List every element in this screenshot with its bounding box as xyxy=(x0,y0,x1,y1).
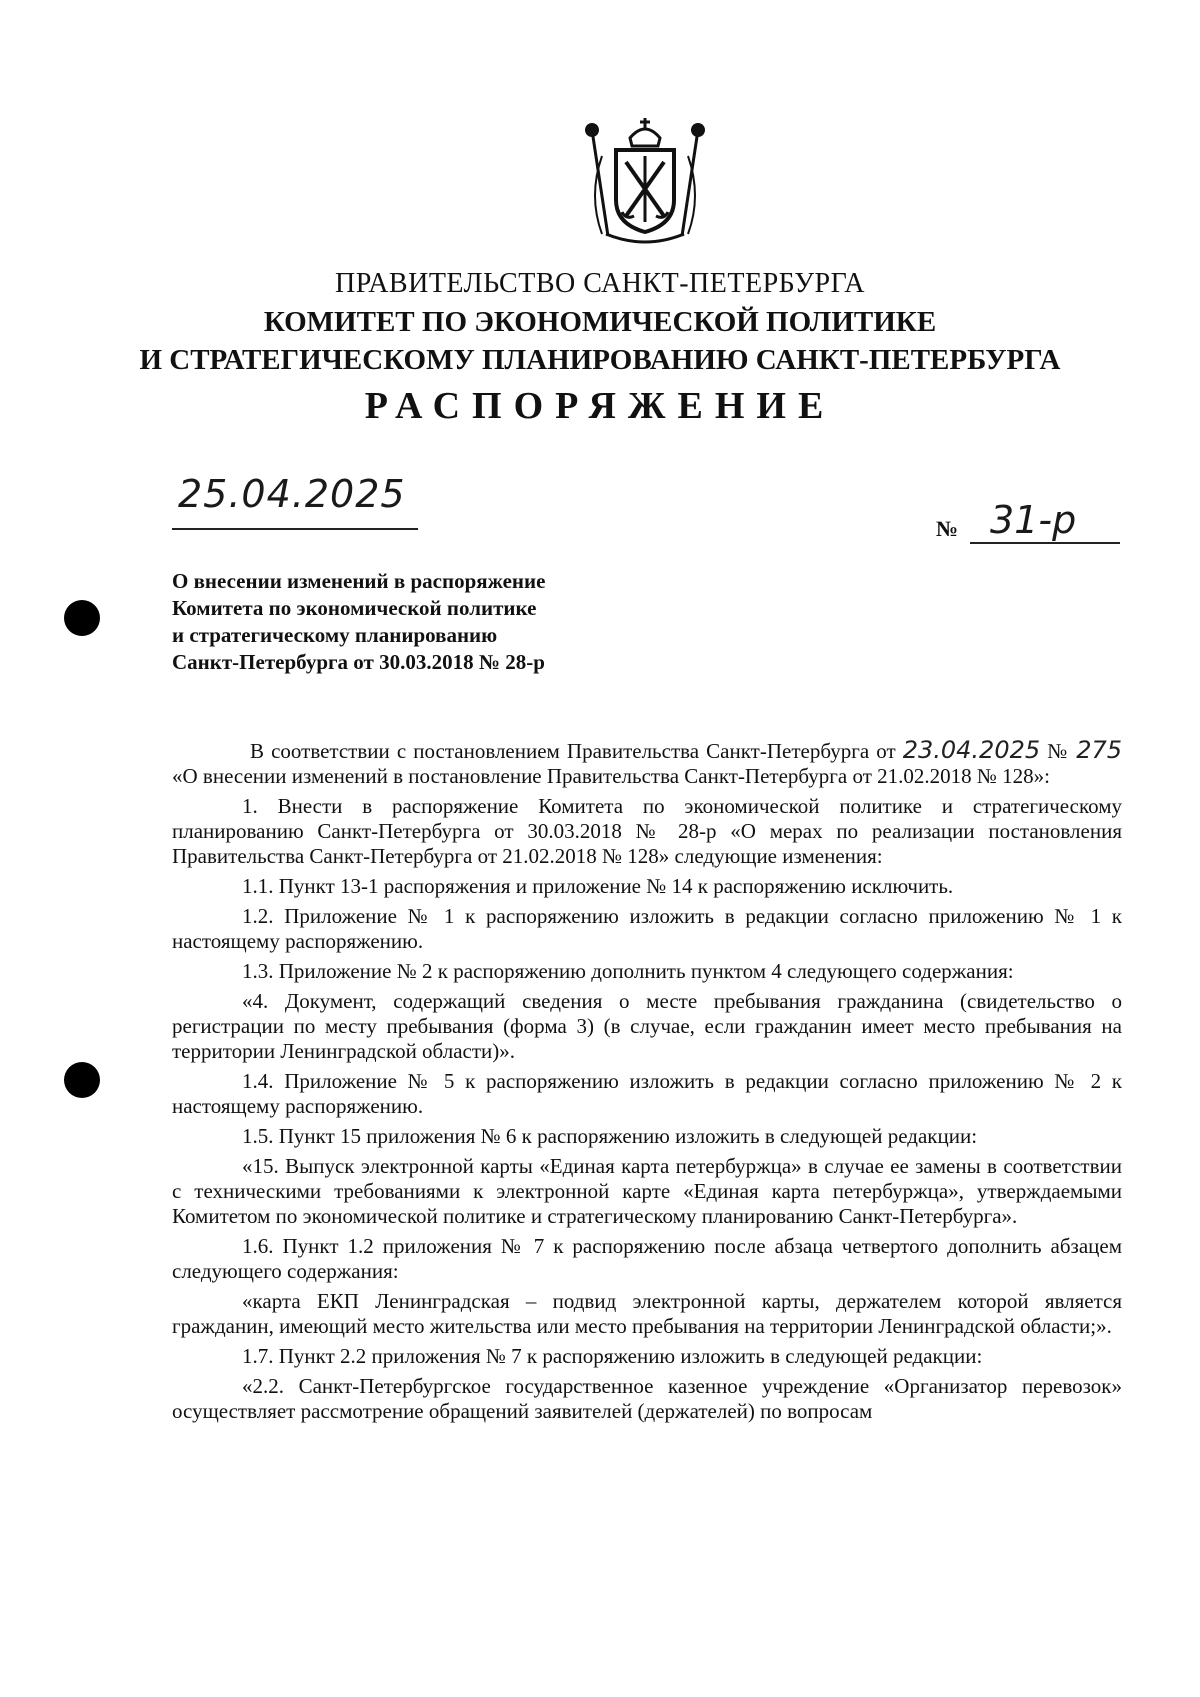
document-number: 31-р xyxy=(990,498,1077,542)
title-line: и стратегическому планированию xyxy=(172,623,498,647)
body-paragraph: «15. Выпуск электронной карты «Единая карта петербуржца» в случае ее замены в соответствии с техническими требованиями к электронной карте «Единая карта петербуржца», утверждаемыми Комитетом по экономической политике и стратегическому планированию Санкт-Петербурга». xyxy=(172,1154,1122,1228)
resolution-date: 23.04.2025 xyxy=(902,736,1041,764)
body-paragraph: «карта ЕКП Ленинградская – подвид электронной карты, держателем которой является гражданин, имеющий место жительства или место пребывания на территории Ленинградской области;». xyxy=(172,1289,1122,1338)
document-title xyxy=(172,568,652,676)
punch-hole xyxy=(64,1062,100,1098)
body-paragraph: 1.4. Приложение № 5 к распоряжению изложить в редакции согласно приложению № 2 к настоящему распоряжению. xyxy=(172,1069,1122,1118)
body-paragraph: «2.2. Санкт-Петербургское государственное казенное учреждение «Организатор перевозок» осуществляет рассмотрение обращений заявителей (держателей) по вопросам xyxy=(172,1374,1122,1423)
committee-heading-line-1: КОМИТЕТ ПО ЭКОНОМИЧЕСКОЙ ПОЛИТИКЕ xyxy=(263,306,937,338)
intro-paragraph xyxy=(172,738,1122,789)
government-heading: ПРАВИТЕЛЬСТВО САНКТ-ПЕТЕРБУРГА xyxy=(335,268,865,299)
body-paragraph: 1.5. Пункт 15 приложения № 6 к распоряжению изложить в следующей редакции: xyxy=(242,1124,978,1148)
title-line: Комитета по экономической политике xyxy=(172,596,537,620)
punch-hole xyxy=(64,600,100,636)
coat-of-arms-emblem xyxy=(578,116,712,246)
intro-number-sign: № xyxy=(1047,739,1070,763)
date-underline xyxy=(172,528,418,530)
body-paragraph: 1.6. Пункт 1.2 приложения № 7 к распоряжению после абзаца четвертого дополнить абзацем следующего содержания: xyxy=(172,1234,1122,1283)
document-type-heading: РАСПОРЯЖЕНИЕ xyxy=(364,385,836,427)
document-date: 25.04.2025 xyxy=(178,472,406,516)
body-paragraph: 1.3. Приложение № 2 к распоряжению дополнить пунктом 4 следующего содержания: xyxy=(242,959,1014,983)
intro-text-after: «О внесении изменений в постановление Правительства Санкт-Петербурга от 21.02.2018 № 128»: xyxy=(172,764,1051,788)
coat-of-arms-icon xyxy=(578,116,712,246)
title-line: О внесении изменений в распоряжение xyxy=(172,569,546,593)
number-underline xyxy=(970,542,1120,544)
resolution-number: 275 xyxy=(1076,736,1123,764)
document-number-field xyxy=(930,498,1120,544)
document-body xyxy=(172,738,1122,1429)
intro-text: В соответствии с постановлением Правительства Санкт-Петербурга от xyxy=(250,739,896,763)
document-date-field xyxy=(172,472,418,532)
number-sign: № xyxy=(936,516,959,541)
body-paragraph: 1.2. Приложение № 1 к распоряжению изложить в редакции согласно приложению № 1 к настоящему распоряжению. xyxy=(172,904,1122,953)
body-paragraph: 1. Внести в распоряжение Комитета по экономической политике и стратегическому планированию Санкт-Петербурга от 30.03.2018 № 28-р «О мерах по реализации постановления Правительства Санкт-Петербурга от 21.02.2018 № 128» следующие изменения: xyxy=(172,794,1122,868)
body-paragraph: «4. Документ, содержащий сведения о месте пребывания гражданина (свидетельство о регистрации по месту пребывания (форма 3) (в случае, если гражданин имеет место пребывания на территории Ленинградской области)». xyxy=(172,989,1122,1063)
body-paragraph: 1.7. Пункт 2.2 приложения № 7 к распоряжению изложить в следующей редакции: xyxy=(242,1344,983,1368)
body-paragraph: 1.1. Пункт 13-1 распоряжения и приложение № 14 к распоряжению исключить. xyxy=(242,874,954,898)
committee-heading-line-2: И СТРАТЕГИЧЕСКОМУ ПЛАНИРОВАНИЮ САНКТ-ПЕТЕРБУРГА xyxy=(139,344,1061,376)
title-line: Санкт-Петербурга от 30.03.2018 № 28-р xyxy=(172,650,545,674)
